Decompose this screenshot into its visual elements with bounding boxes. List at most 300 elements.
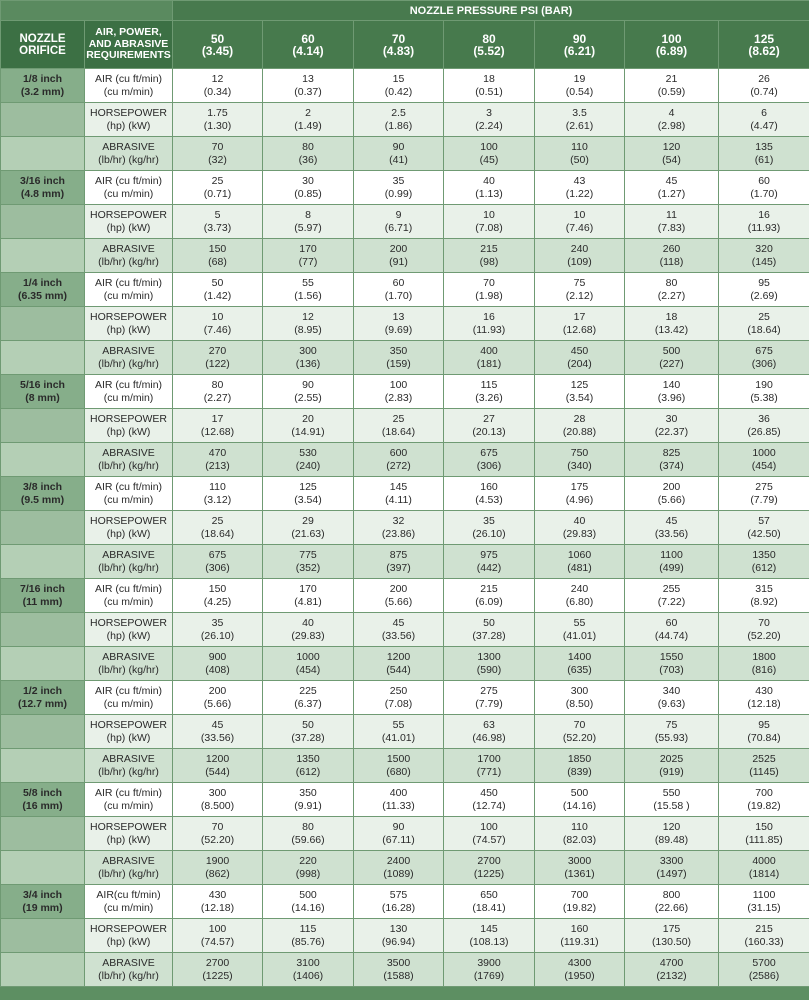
imperial-value: 530 [299,447,317,459]
metric-value: (1814) [748,867,780,880]
metric-value: (5.66) [657,493,686,506]
metric-value: (26.10) [472,527,506,540]
value-cell [535,511,625,545]
imperial-value: 175 [570,481,589,493]
imperial-value: 2400 [386,855,411,867]
value-cell [444,579,535,613]
metric-value: (108.13) [469,935,509,948]
metric-value: (397) [386,561,411,574]
metric-value: (8.95) [294,323,322,336]
value-cell [354,647,444,681]
metric-value: (54) [662,153,681,166]
value-cell [263,613,354,647]
requirement-label-line-1: ABRASIVE [102,753,155,765]
imperial-value: 25 [392,413,405,425]
value-cell [535,749,625,783]
requirement-label-line-1: HORSEPOWER [89,821,167,833]
table-row [1,817,809,851]
imperial-value: 3100 [296,957,320,969]
value-cell [625,375,719,409]
imperial-value: 12 [211,73,224,85]
imperial-value: 110 [571,821,588,833]
requirement-label-line-1: HORSEPOWER [89,515,167,527]
pressure-bar: (4.14) [292,43,324,58]
value-cell [444,341,535,375]
requirement-label-line-1: HORSEPOWER [89,107,167,119]
imperial-value: 225 [299,685,317,697]
metric-value: (36) [298,153,318,166]
value-cell [173,851,263,885]
metric-value: (14.16) [291,901,325,914]
imperial-value: 1800 [752,651,776,663]
metric-value: (20.13) [472,425,506,438]
value-cell [173,681,263,715]
value-cell [354,273,444,307]
imperial-value: 45 [665,175,678,187]
value-cell [263,273,354,307]
requirement-label-line-1: ABRASIVE [102,855,155,867]
imperial-value: 1700 [477,753,501,765]
imperial-value: 50 [302,719,314,731]
value-cell [173,409,263,443]
value-cell [444,477,535,511]
imperial-value: 190 [755,379,773,391]
metric-value: (52.20) [747,629,781,642]
imperial-value: 1100 [752,889,776,901]
imperial-value: 32 [392,515,405,527]
value-cell [444,545,535,579]
table-row [1,749,809,783]
metric-value: (1225) [202,969,233,982]
metric-value: (19.82) [562,901,597,914]
nozzle-header-line-2: ORIFICE [19,44,66,57]
imperial-value: 57 [758,515,770,527]
metric-value: (3.54) [565,391,594,404]
pressure-psi: 100 [661,31,682,46]
requirement-label-line-1: ABRASIVE [102,549,155,561]
imperial-value: 25 [758,311,770,323]
nozzle-orifice-cell [1,341,85,375]
imperial-value: 16 [758,209,770,221]
value-cell [173,919,263,953]
imperial-value: 1100 [660,549,683,561]
metric-value: (1225) [473,867,505,880]
imperial-value: 825 [662,447,681,459]
value-cell [719,715,809,749]
nozzle-size: 3/4 inch [22,889,63,901]
imperial-value: 9 [395,209,402,221]
value-cell [444,919,535,953]
table-row [1,443,809,477]
metric-value: (41.01) [562,629,597,642]
imperial-value: 115 [299,923,317,935]
requirements-header-line-3: REQUIREMENTS [86,49,171,62]
metric-value: (7.79) [475,697,503,710]
imperial-value: 17 [211,413,224,425]
requirement-label-line-1: AIR (cu ft/min) [94,685,163,697]
metric-value: (2.27) [657,289,686,302]
metric-value: (306) [205,561,230,574]
imperial-value: 50 [483,617,495,629]
nozzle-orifice-cell [1,137,85,171]
value-cell [354,511,444,545]
metric-value: (0.51) [475,85,503,98]
metric-value: (4.11) [385,493,412,506]
imperial-value: 4000 [752,855,776,867]
imperial-value: 80 [302,821,314,833]
value-cell [719,919,809,953]
imperial-value: 875 [389,549,408,561]
imperial-value: 8 [305,209,311,221]
imperial-value: 3300 [659,855,684,867]
table-row [1,239,809,273]
imperial-value: 25 [211,175,224,187]
value-cell [263,137,354,171]
requirement-label-line-1: AIR (cu ft/min) [94,175,163,187]
value-cell [719,579,809,613]
imperial-value: 60 [758,175,770,187]
imperial-value: 27 [483,413,495,425]
table-row [1,953,809,987]
requirement-label [85,103,173,137]
value-cell [719,239,809,273]
imperial-value: 215 [480,243,498,255]
value-cell [444,715,535,749]
imperial-value: 550 [662,787,681,799]
value-cell [625,749,719,783]
imperial-value: 170 [299,243,317,255]
metric-value: (42.50) [747,527,781,540]
metric-value: (2.69) [750,289,778,302]
value-cell [535,307,625,341]
metric-value: (22.37) [654,425,689,438]
imperial-value: 270 [208,345,227,357]
metric-value: (37.28) [291,731,325,744]
imperial-value: 40 [573,515,586,527]
nozzle-orifice-cell [1,69,85,103]
imperial-value: 35 [211,617,224,629]
requirement-label [85,409,173,443]
value-cell [354,613,444,647]
value-cell [625,409,719,443]
imperial-value: 45 [665,515,678,527]
value-cell [354,579,444,613]
imperial-value: 110 [571,141,588,153]
value-cell [719,545,809,579]
metric-value: (0.74) [750,85,778,98]
value-cell [719,409,809,443]
metric-value: (4.96) [565,493,594,506]
metric-value: (2.98) [657,119,686,132]
imperial-value: 50 [211,277,224,289]
value-cell [263,851,354,885]
value-cell [263,205,354,239]
imperial-value: 18 [483,73,495,85]
imperial-value: 240 [570,583,589,595]
metric-value: (1.22) [565,187,594,200]
metric-value: (1.70) [750,187,778,200]
metric-value: (0.37) [294,85,322,98]
requirements-header-line-2: AND ABRASIVE [88,37,169,50]
metric-value: (111.85) [745,833,783,846]
value-cell [625,307,719,341]
imperial-value: 1000 [296,651,320,663]
metric-value: (4.47) [750,119,778,132]
value-cell [173,273,263,307]
metric-value: (23.86) [381,527,416,540]
value-cell [625,647,719,681]
metric-value: (109) [567,255,592,268]
nozzle-metric: (9.5 mm) [20,493,65,506]
metric-value: (544) [386,663,411,676]
value-cell [173,171,263,205]
nozzle-size: 7/16 inch [20,583,65,595]
value-cell [719,613,809,647]
metric-value: (4.81) [294,595,322,608]
nozzle-size: 5/8 inch [22,787,63,799]
metric-value: (240) [295,459,321,472]
imperial-value: 220 [299,855,317,867]
metric-value: (122) [205,357,230,370]
metric-value: (1.70) [384,289,413,302]
metric-value: (118) [659,255,684,268]
metric-value: (1406) [292,969,324,982]
value-cell [535,783,625,817]
value-cell [354,953,444,987]
nozzle-metric: (11 mm) [22,595,63,608]
value-cell [173,715,263,749]
value-cell [263,545,354,579]
metric-value: (11.93) [472,323,506,336]
metric-value: (6.37) [294,697,322,710]
value-cell [625,919,719,953]
value-cell [173,477,263,511]
metric-value: (306) [476,459,502,472]
pressure-bar: (6.21) [563,43,596,58]
imperial-value: 55 [573,617,586,629]
nozzle-size: 3/8 inch [22,481,63,493]
table-row [1,545,809,579]
value-cell [444,409,535,443]
metric-value: (15.58 ) [653,799,690,812]
value-cell [263,341,354,375]
imperial-value: 1350 [752,549,776,561]
value-cell [535,477,625,511]
value-cell [354,817,444,851]
requirement-label [85,273,173,307]
metric-value: (89.48) [654,833,689,846]
imperial-value: 750 [570,447,589,459]
nozzle-orifice-cell [1,239,85,273]
metric-value: (50) [570,153,589,166]
imperial-value: 2700 [205,957,230,969]
requirement-label-line-2: (cu m/min) [103,187,154,200]
metric-value: (160.33) [744,935,784,948]
metric-value: (61) [754,153,774,166]
requirement-label [85,375,173,409]
requirement-label [85,171,173,205]
metric-value: (11.93) [747,221,781,234]
imperial-value: 1.75 [207,107,228,119]
value-cell [354,307,444,341]
metric-value: (9.63) [657,697,686,710]
imperial-value: 125 [299,481,317,493]
value-cell [444,103,535,137]
requirement-label [85,579,173,613]
imperial-value: 675 [480,447,498,459]
imperial-value: 70 [211,141,224,153]
metric-value: (7.46) [565,221,594,234]
table-row [1,647,809,681]
value-cell [173,205,263,239]
metric-value: (37.28) [472,629,506,642]
metric-value: (612) [751,561,777,574]
imperial-value: 350 [299,787,317,799]
value-cell [535,613,625,647]
value-cell [263,307,354,341]
imperial-value: 21 [665,73,678,85]
metric-value: (1497) [656,867,687,880]
metric-value: (12.74) [472,799,506,812]
imperial-value: 60 [392,277,405,289]
imperial-value: 3900 [477,957,501,969]
requirement-label-line-2: (hp) (kW) [106,221,151,234]
nozzle-size: 1/4 inch [22,277,63,289]
metric-value: (74.57) [200,935,235,948]
imperial-value: 13 [302,73,314,85]
metric-value: (26.85) [747,425,781,438]
value-cell [263,647,354,681]
value-cell [535,273,625,307]
imperial-value: 140 [662,379,681,391]
requirement-label-line-2: (cu m/min) [103,289,154,302]
value-cell [354,477,444,511]
requirement-label-line-1: AIR (cu ft/min) [94,583,163,595]
metric-value: (544) [205,765,230,778]
requirement-label-line-2: (lb/hr) (kg/hr) [98,765,159,778]
nozzle-orifice-cell [1,749,85,783]
requirement-label-line-1: HORSEPOWER [89,209,167,221]
imperial-value: 70 [573,719,586,731]
metric-value: (213) [205,459,230,472]
nozzle-size: 3/16 inch [20,175,65,187]
metric-value: (85.76) [291,935,325,948]
imperial-value: 70 [211,821,224,833]
value-cell [444,885,535,919]
metric-value: (82.03) [562,833,597,846]
table-row [1,69,809,103]
pressure-psi: 60 [301,31,315,46]
metric-value: (499) [659,561,684,574]
imperial-value: 400 [389,787,408,799]
value-cell [173,511,263,545]
table-row [1,851,809,885]
metric-value: (374) [659,459,684,472]
metric-value: (3.12) [203,493,232,506]
metric-value: (5.38) [750,391,778,404]
imperial-value: 145 [389,481,408,493]
imperial-value: 70 [483,277,495,289]
requirement-label [85,307,173,341]
imperial-value: 1900 [205,855,230,867]
value-cell [719,477,809,511]
imperial-value: 800 [662,889,681,901]
metric-value: (4.53) [475,493,503,506]
value-cell [719,103,809,137]
metric-value: (839) [567,765,592,778]
value-cell [354,103,444,137]
value-cell [263,919,354,953]
imperial-value: 80 [665,277,678,289]
imperial-value: 4 [668,107,675,119]
nozzle-orifice-cell [1,273,85,307]
imperial-value: 95 [758,277,770,289]
value-cell [719,511,809,545]
value-cell [354,851,444,885]
requirement-label-line-2: (hp) (kW) [106,629,151,642]
value-cell [263,511,354,545]
table-row [1,681,809,715]
column-header-row [1,21,809,69]
value-cell [173,341,263,375]
pressure-psi: 70 [391,31,406,46]
nozzle-header-line-1: NOZZLE [19,32,66,45]
imperial-value: 200 [662,481,681,493]
value-cell [535,851,625,885]
value-cell [444,239,535,273]
imperial-value: 175 [662,923,681,935]
value-cell [263,953,354,987]
value-cell [625,443,719,477]
pressure-header-60 [263,21,354,69]
metric-value: (6.09) [475,595,503,608]
metric-value: (159) [386,357,411,370]
metric-value: (29.83) [291,629,325,642]
imperial-value: 28 [573,413,586,425]
value-cell [535,885,625,919]
nozzle-metric: (19 mm) [22,901,63,914]
table-row [1,341,809,375]
value-cell [625,545,719,579]
nozzle-orifice-cell [1,375,85,409]
metric-value: (16.28) [381,901,416,914]
value-cell [173,443,263,477]
value-cell [625,783,719,817]
metric-value: (12.18) [747,697,781,710]
value-cell [535,817,625,851]
metric-value: (12.68) [200,425,235,438]
metric-value: (590) [476,663,502,676]
requirement-label [85,885,173,919]
requirement-label [85,749,173,783]
value-cell [625,273,719,307]
metric-value: (0.54) [565,85,594,98]
metric-value: (70.84) [747,731,781,744]
metric-value: (46.98) [472,731,506,744]
imperial-value: 90 [392,141,405,153]
imperial-value: 63 [483,719,495,731]
value-cell [719,681,809,715]
metric-value: (6.80) [565,595,594,608]
imperial-value: 3 [486,107,492,119]
pressure-header-70 [354,21,444,69]
metric-value: (0.99) [384,187,413,200]
imperial-value: 200 [208,685,227,697]
imperial-value: 300 [299,345,317,357]
pressure-header-90 [535,21,625,69]
table-row [1,375,809,409]
imperial-value: 275 [755,481,773,493]
